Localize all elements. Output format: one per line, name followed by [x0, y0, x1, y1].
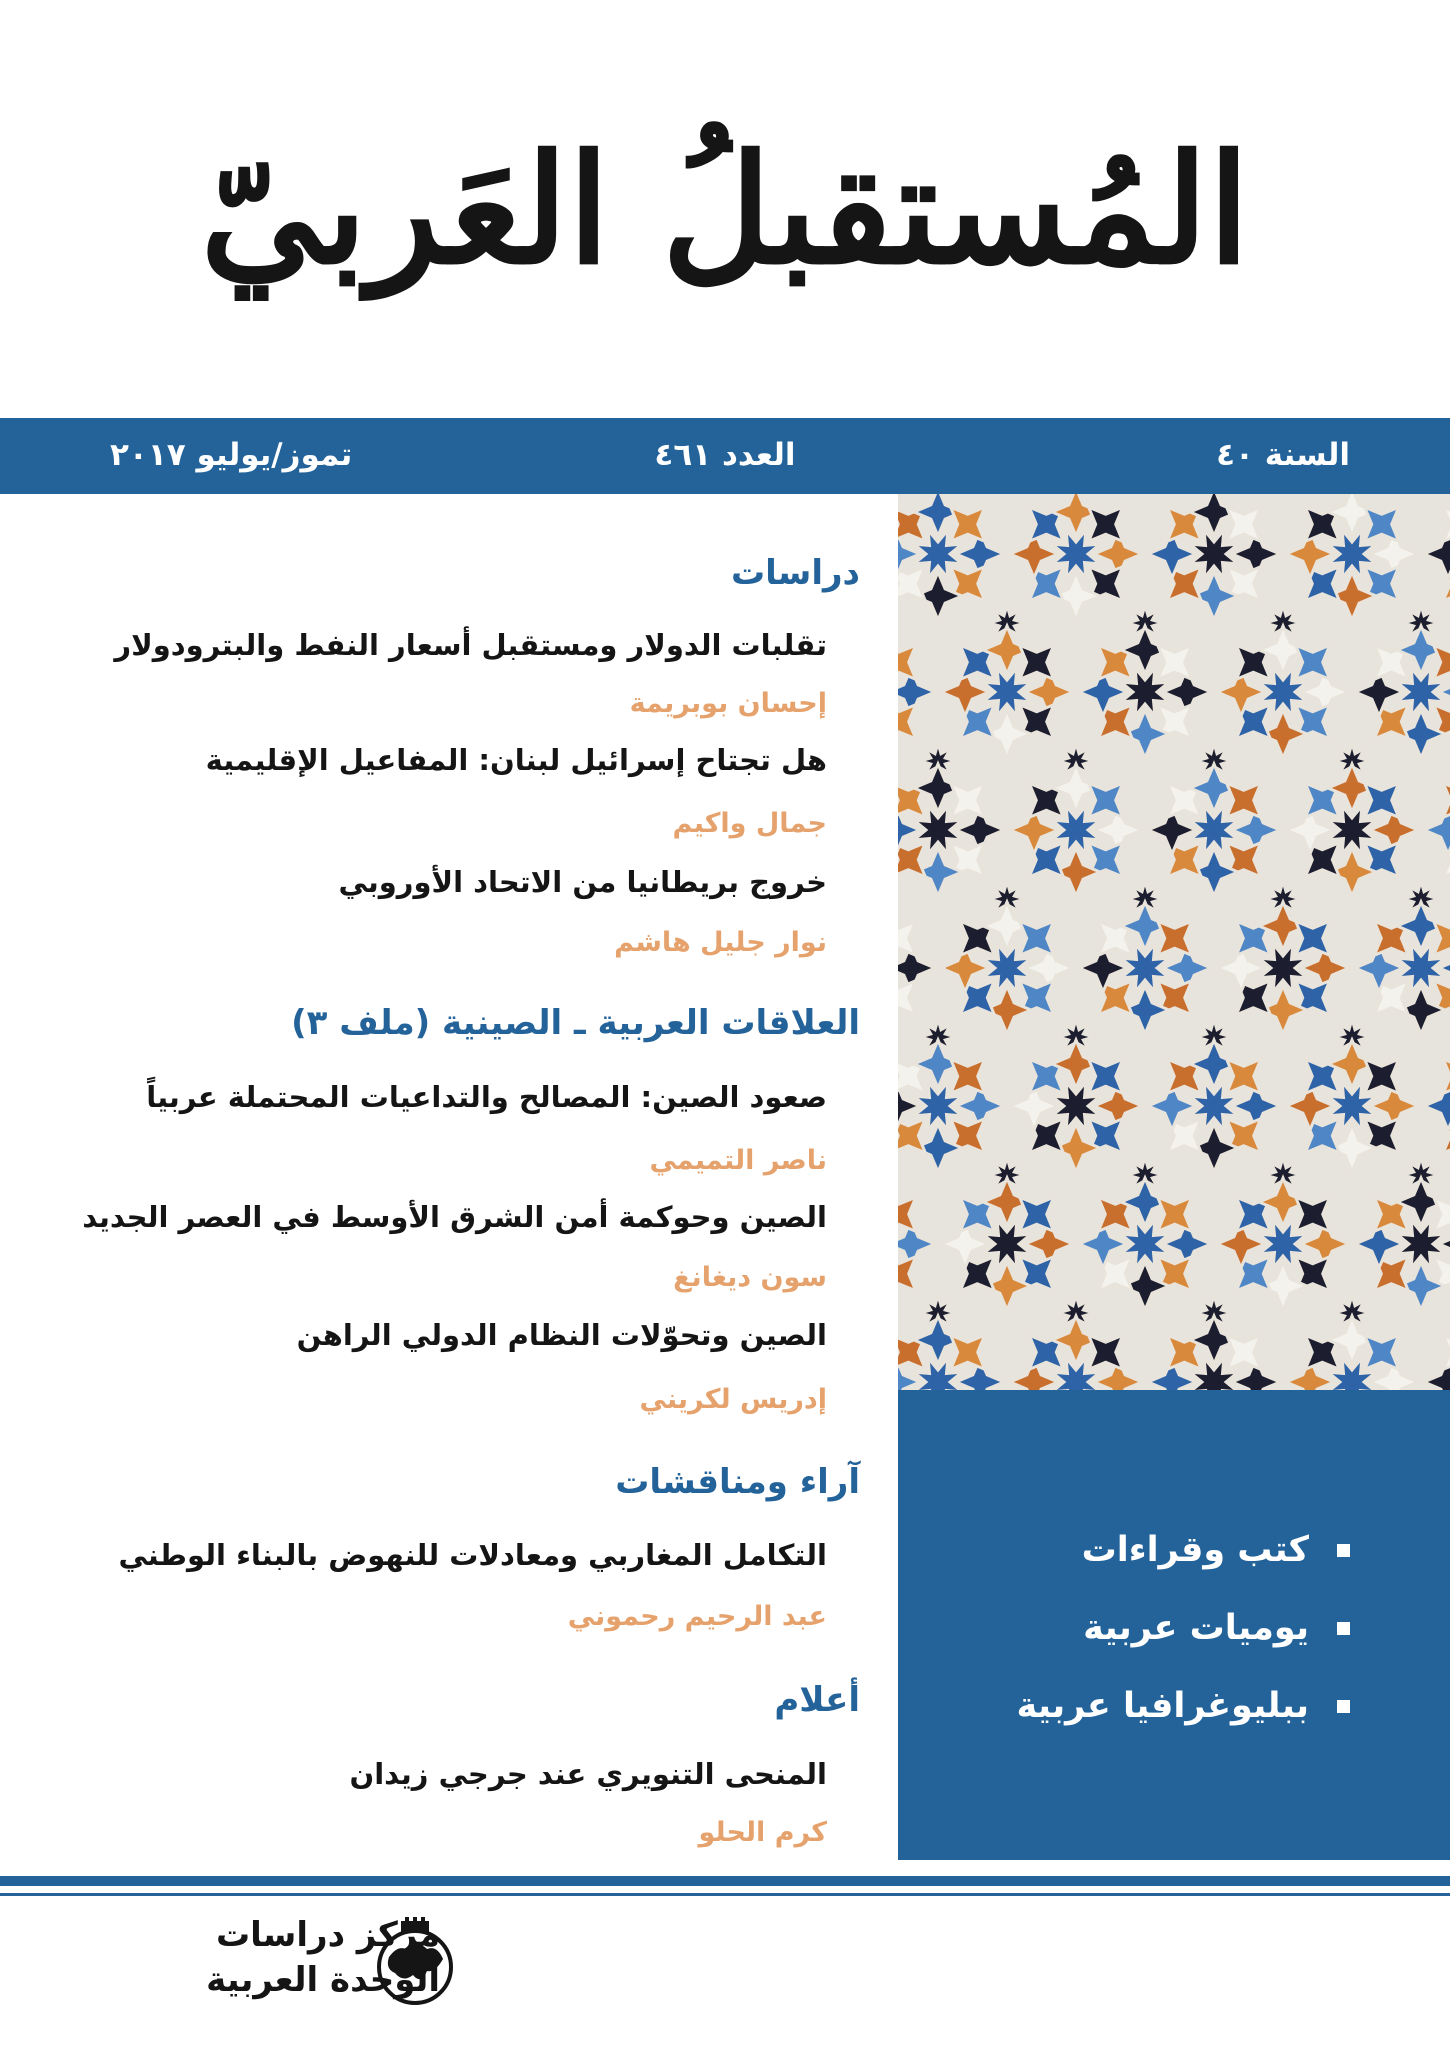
section-heading-arab-chinese: العلاقات العربية ـ الصينية (ملف ٣)	[291, 1003, 860, 1043]
article-title[interactable]: الصين وحوكمة أمن الشرق الأوسط في العصر الجديد	[82, 1200, 827, 1234]
publisher-block	[90, 1905, 540, 2015]
article-author: كرم الحلو	[698, 1817, 827, 1848]
side-panel	[898, 1390, 1450, 1860]
issue-bar	[0, 418, 1450, 494]
article-author: جمال واكيم	[672, 808, 827, 839]
side-item-books[interactable]	[1082, 1530, 1350, 1570]
footer-rule	[0, 1876, 1450, 1886]
issue-number: العدد ٤٦١	[654, 437, 796, 473]
article-author: سون ديغانغ	[673, 1262, 827, 1293]
side-item-label: ببليوغرافيا عربية	[1016, 1686, 1309, 1726]
article-title[interactable]: المنحى التنويري عند جرجي زيدان	[349, 1757, 827, 1791]
bullet-icon	[1337, 1622, 1350, 1635]
article-title[interactable]: خروج بريطانيا من الاتحاد الأوروبي	[338, 865, 827, 899]
article-title[interactable]: الصين وتحوّلات النظام الدولي الراهن	[296, 1318, 827, 1352]
bullet-icon	[1337, 1700, 1350, 1713]
masthead-title: المُستقبلُ العَربيّ	[200, 122, 1250, 298]
bullet-icon	[1337, 1544, 1350, 1557]
article-title[interactable]: صعود الصين: المصالح والتداعيات المحتملة عربياً	[146, 1080, 827, 1114]
publisher-name-line2: الوحدة العربية	[206, 1960, 440, 2000]
issue-date: تموز/يوليو ٢٠١٧	[110, 437, 353, 473]
side-item-label: يوميات عربية	[1083, 1608, 1309, 1648]
mosaic-pattern	[898, 494, 1450, 1390]
side-item-label: كتب وقراءات	[1081, 1530, 1309, 1570]
article-author: إحسان بوبريمة	[629, 688, 827, 719]
article-title[interactable]: تقلبات الدولار ومستقبل أسعار النفط والبترودولار	[114, 628, 827, 662]
section-heading-studies: دراسات	[730, 553, 860, 593]
mosaic-tile-image	[898, 494, 1450, 1390]
article-title[interactable]: هل تجتاح إسرائيل لبنان: المفاعيل الإقليمية	[205, 743, 827, 777]
section-heading-figures: أعلام	[774, 1680, 860, 1720]
footer-rule-thin	[0, 1893, 1450, 1896]
issue-year: السنة ٤٠	[1216, 437, 1350, 473]
side-item-diaries[interactable]	[1083, 1608, 1350, 1648]
publisher-name-line1: مركز دراسات	[215, 1915, 440, 1955]
article-author: نوار جليل هاشم	[614, 927, 827, 958]
article-author: إدريس لكريني	[639, 1384, 827, 1415]
article-author: ناصر التميمي	[649, 1145, 827, 1176]
article-author: عبد الرحيم رحموني	[567, 1601, 827, 1632]
side-item-bibliography[interactable]	[1017, 1686, 1351, 1726]
section-heading-opinions: آراء ومناقشات	[615, 1462, 860, 1502]
article-title[interactable]: التكامل المغاربي ومعادلات للنهوض بالبناء الوطني	[118, 1538, 827, 1572]
